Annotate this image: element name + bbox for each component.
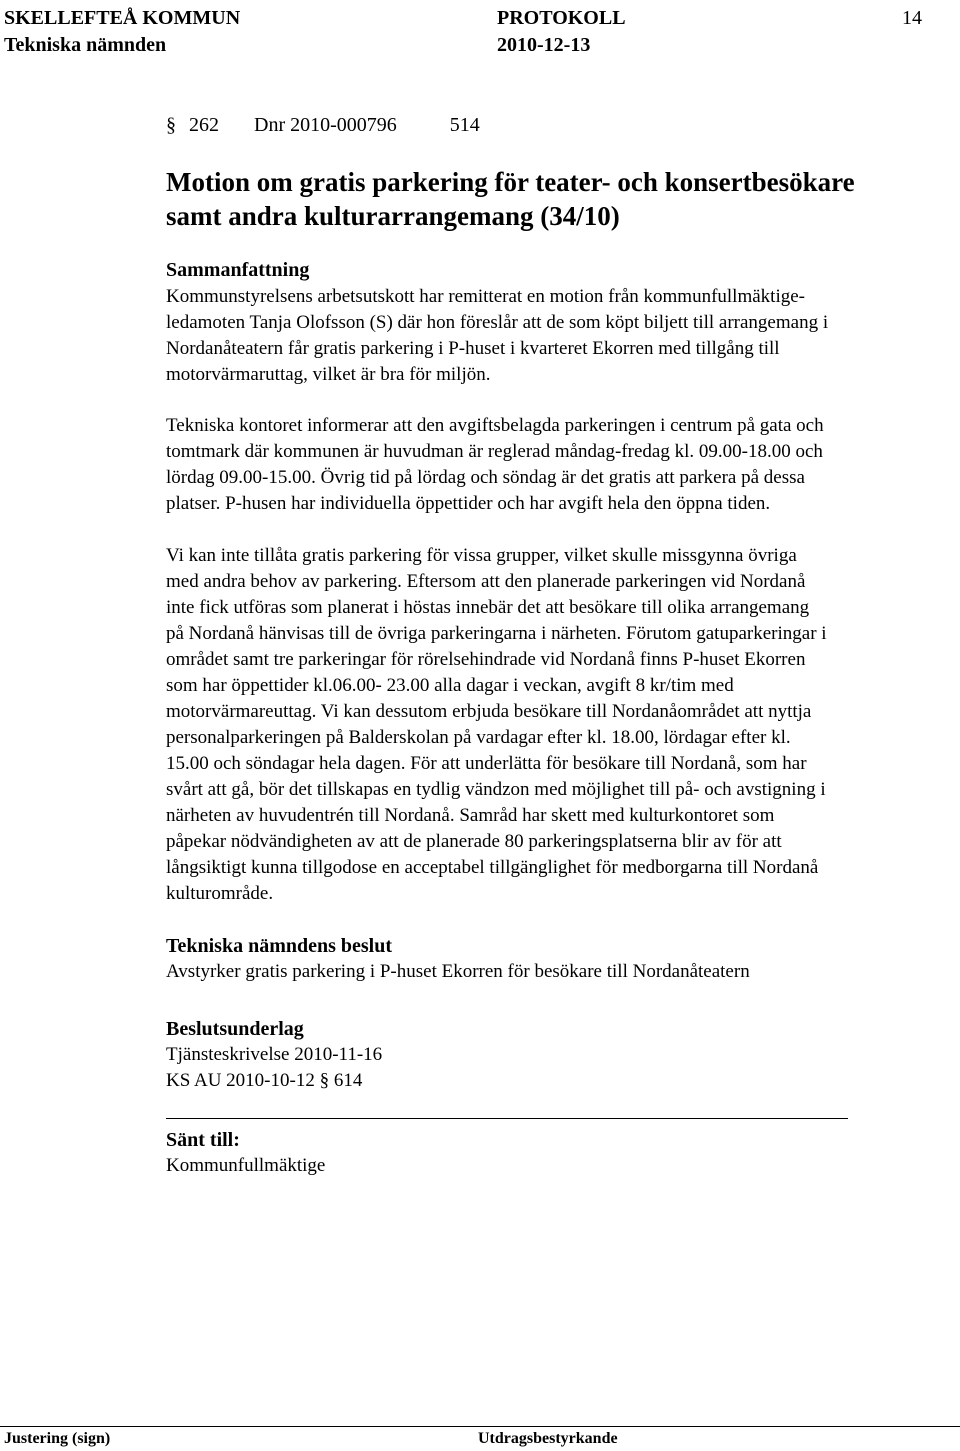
case-code: 514: [449, 114, 480, 136]
summary-p3-line: påpekar nödvändigheten av att de planerade 80 parkeringsplatserna blir av för att: [166, 831, 782, 852]
summary-p2-line: lördag 09.00-15.00. Övrig tid på lördag och söndag är det gratis att parkera på dessa: [166, 467, 805, 488]
summary-p1-line: ledamoten Tanja Olofsson (S) där hon föreslår att de som köpt biljett till arrangemang i: [166, 312, 829, 333]
doc-type: PROTOKOLL: [497, 7, 626, 29]
meeting-date: 2010-12-13: [497, 34, 591, 56]
summary-p2-line: tomtmark där kommunen är huvudman är reglerad måndag-fredag kl. 09.00-18.00 och: [166, 441, 823, 462]
signature-divider: [166, 1118, 848, 1119]
sent-to-heading: Sänt till:: [166, 1129, 240, 1151]
summary-p3-line: svårt att gå, bör det tillskapas en tydlig vändzon med möjlighet till på- och avstigning i: [166, 779, 826, 800]
basis-item: Tjänsteskrivelse 2010-11-16: [166, 1044, 383, 1065]
summary-p3-line: personalparkeringen på Balderskolan på vardagar efter kl. 18.00, lördagar efter kl.: [166, 727, 791, 748]
summary-p3-line: med andra behov av parkering. Eftersom att den planerade parkeringen vid Nordanå: [166, 571, 806, 592]
committee-name: Tekniska nämnden: [4, 34, 167, 56]
basis-item: KS AU 2010-10-12 § 614: [166, 1070, 363, 1091]
summary-p3-line: kulturområde.: [166, 883, 274, 904]
footer-divider: [0, 1426, 960, 1427]
org-name: SKELLEFTEÅ KOMMUN: [4, 7, 241, 29]
summary-p3-line: motorvärmareuttag. Vi kan dessutom erbjuda besökare till Nordanåområdet att nyttja: [166, 701, 812, 722]
summary-p3-line: inte fick utföras som planerat i höstas innebär det att besökare till olika arrangemang: [166, 597, 810, 618]
summary-p3-line: 15.00 och söndagar hela dagen. För att underlätta för besökare till Nordanå, som har: [166, 753, 807, 774]
summary-heading: Sammanfattning: [166, 259, 310, 281]
decision-text: Avstyrker gratis parkering i P-huset Ekorren för besökare till Nordanåteatern: [166, 961, 750, 982]
page-number: 14: [902, 7, 922, 29]
footer-utdragsbestyrkande: Utdragsbestyrkande: [478, 1430, 618, 1447]
page-title-line-2: samt andra kulturarrangemang (34/10): [166, 201, 620, 231]
summary-p3-line: som har öppettider kl.06.00- 23.00 alla dagar i veckan, avgift 8 kr/tim med: [166, 675, 734, 696]
summary-p3-line: på Nordanå hänvisas till de övriga parkeringarna i närheten. Förutom gatuparkeringar i: [166, 623, 827, 644]
page-title-line-1: Motion om gratis parkering för teater- och konsertbesökare: [166, 167, 855, 197]
basis-heading: Beslutsunderlag: [166, 1018, 304, 1040]
summary-p3-line: området samt tre parkeringar för rörelsehindrade vid Nordanå finns P-huset Ekorren: [166, 649, 806, 670]
section-symbol: §: [166, 114, 176, 136]
summary-p2-line: platser. P-husen har individuella öppettider och har avgift hela den öppna tiden.: [166, 493, 771, 514]
summary-p3-line: närheten av huvudentrén till Nordanå. Samråd har skett med kulturkontoret som: [166, 805, 775, 826]
dnr: Dnr 2010-000796: [254, 114, 397, 136]
case-line: [166, 112, 480, 138]
summary-p1-line: Kommunstyrelsens arbetsutskott har remitterat en motion från kommunfullmäktige-: [166, 286, 805, 307]
summary-p1-line: Nordanåteatern får gratis parkering i P-huset i kvarteret Ekorren med tillgång till: [166, 338, 780, 359]
summary-p1-line: motorvärmaruttag, vilket är bra för miljön.: [166, 364, 491, 385]
summary-p3-line: Vi kan inte tillåta gratis parkering för vissa grupper, vilket skulle missgynna övriga: [166, 545, 797, 566]
sent-to-recipient: Kommunfullmäktige: [166, 1155, 326, 1176]
summary-p2-line: Tekniska kontoret informerar att den avgiftsbelagda parkeringen i centrum på gata och: [166, 415, 824, 436]
summary-p3-line: långsiktigt kunna tillgodose en acceptabel tillgänglighet för medborgarna till Nordanå: [166, 857, 819, 878]
decision-heading: Tekniska nämndens beslut: [166, 935, 393, 957]
section-number: 262: [189, 114, 219, 136]
footer-justering: Justering (sign): [4, 1430, 111, 1447]
